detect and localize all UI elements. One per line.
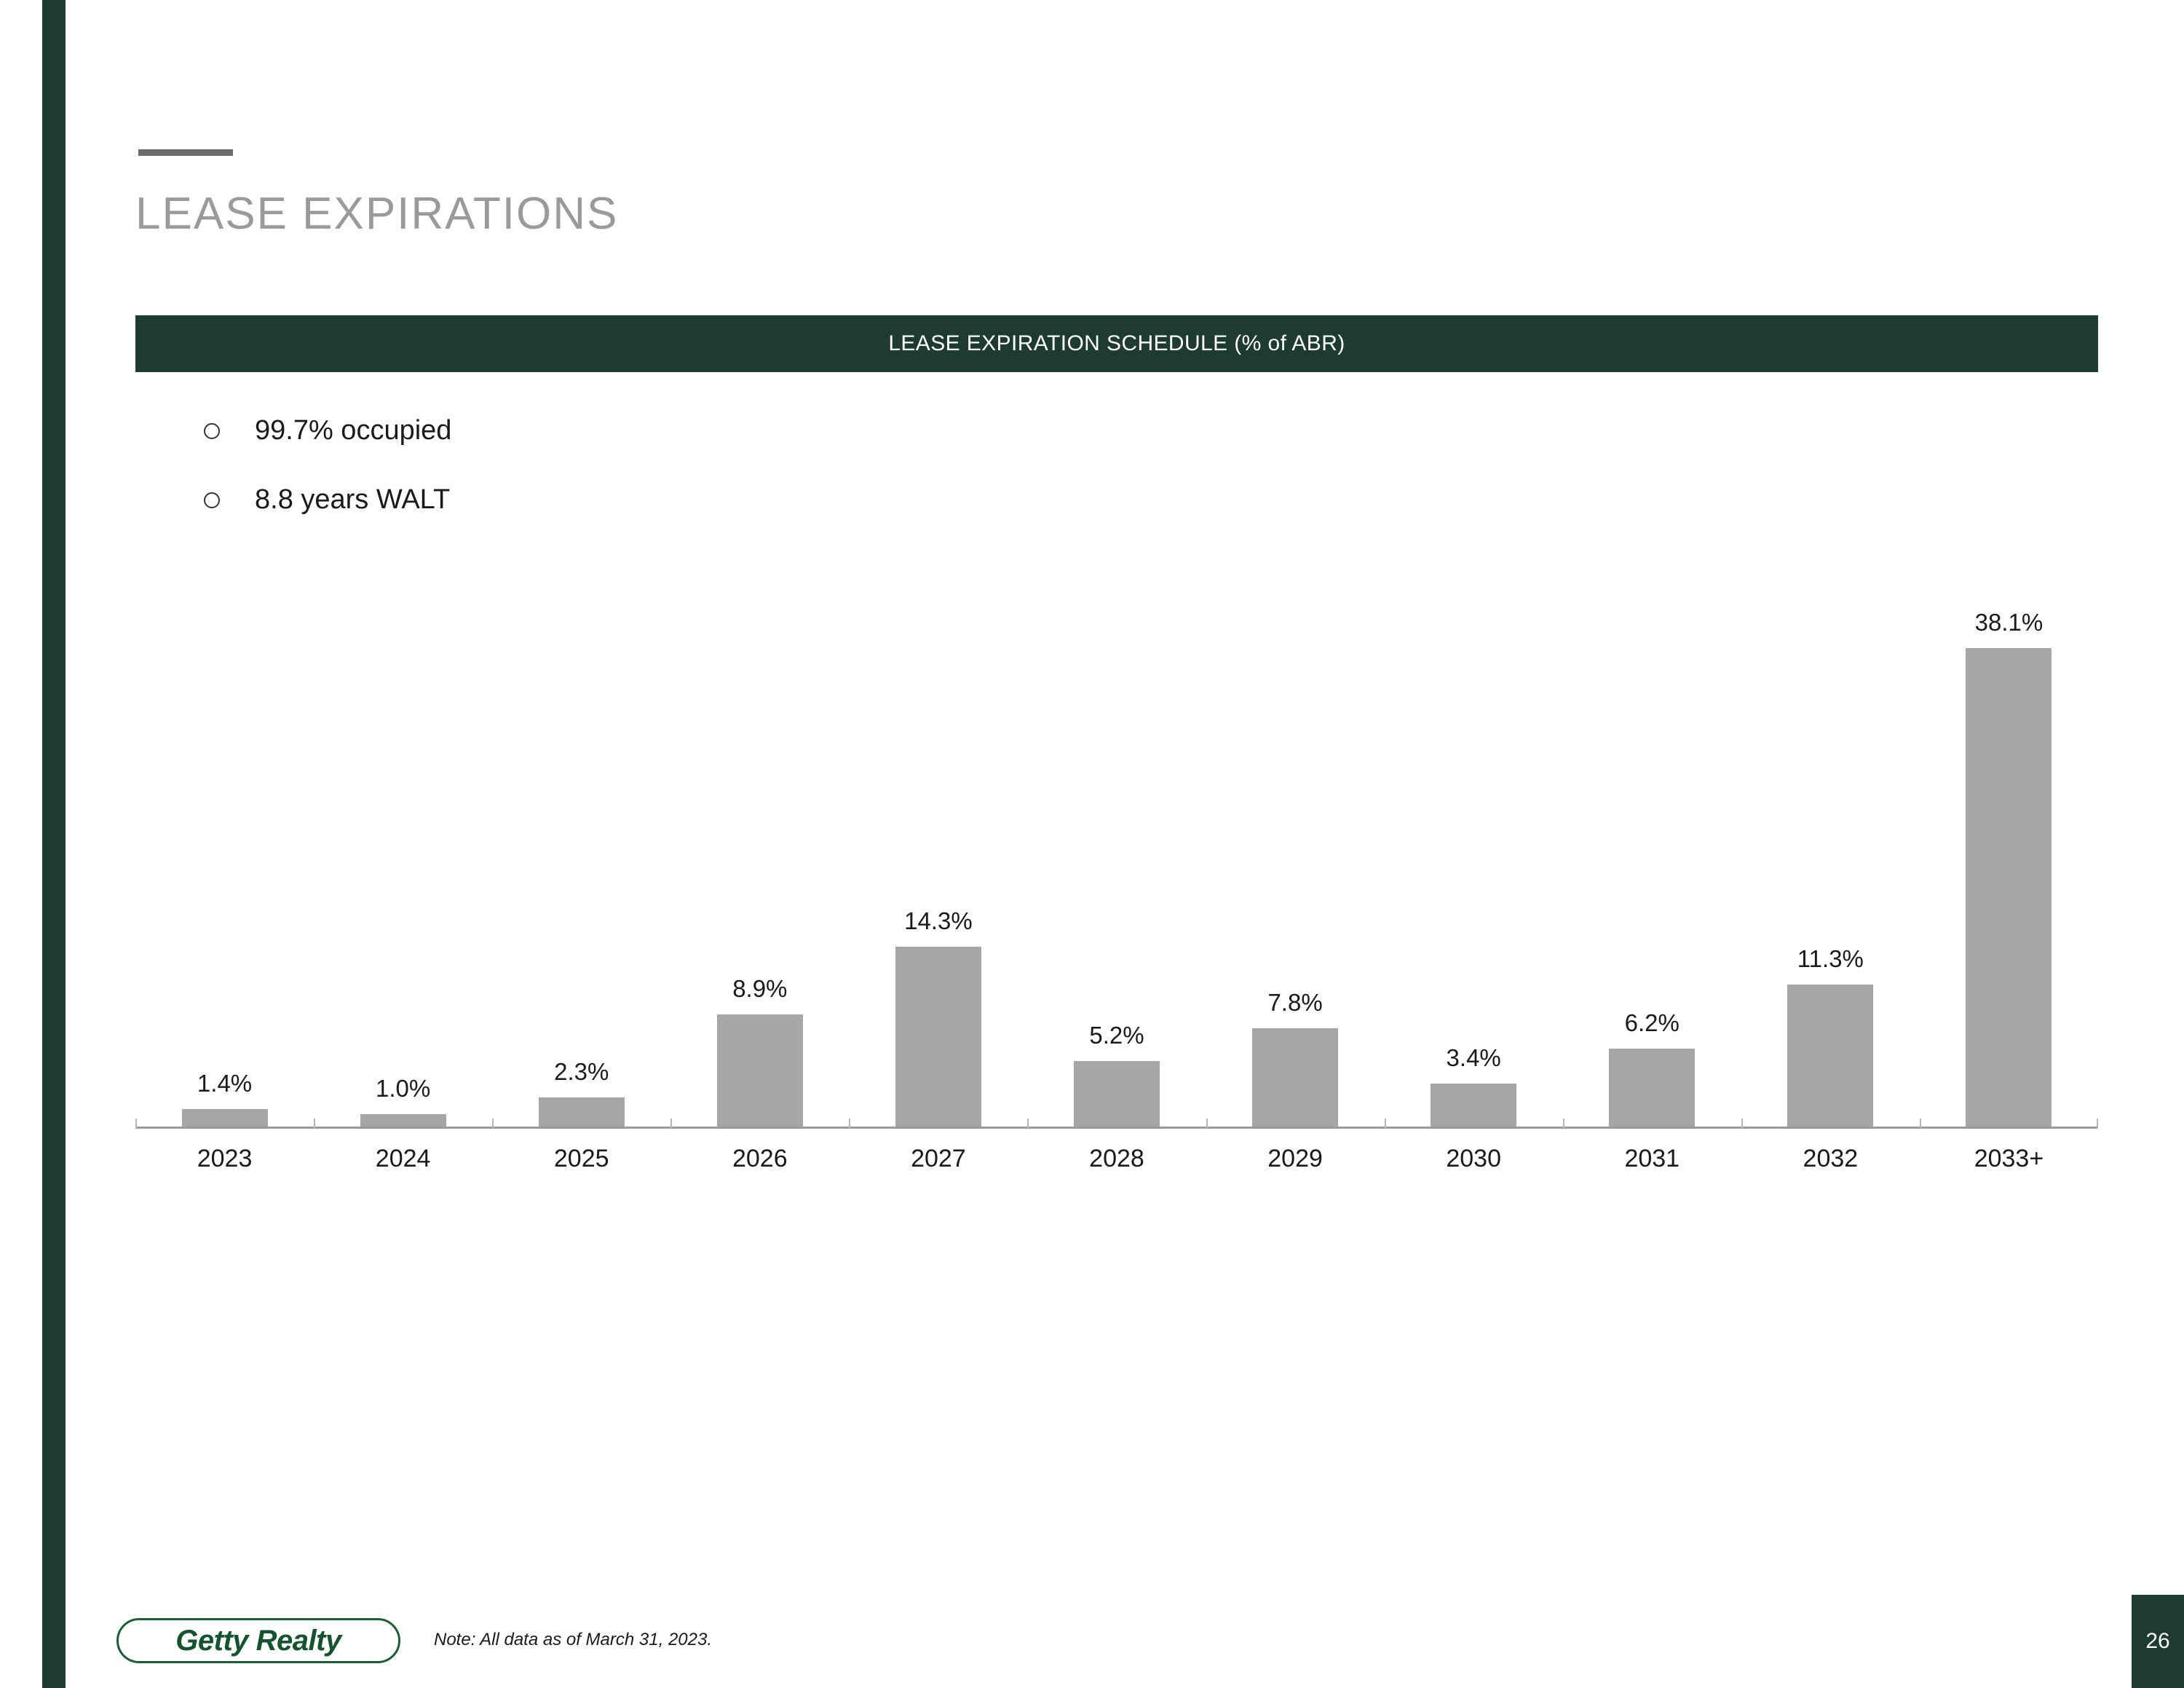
bar-2023 xyxy=(182,1109,268,1127)
bar-2027 xyxy=(895,947,981,1127)
bar-column xyxy=(1563,559,1741,1127)
axis-tick xyxy=(492,1119,494,1129)
x-axis-category-label: 2024 xyxy=(375,1145,431,1172)
bar-value-label: 7.8% xyxy=(1267,989,1323,1017)
bar-value-label: 2.3% xyxy=(554,1058,609,1086)
bar-2032 xyxy=(1787,985,1873,1127)
axis-tick xyxy=(1385,1119,1386,1129)
axis-tick xyxy=(1563,1119,1564,1129)
bar-value-label: 3.4% xyxy=(1446,1044,1501,1072)
x-axis-category-label: 2025 xyxy=(553,1145,609,1172)
page-number: 26 xyxy=(2132,1595,2184,1688)
axis-tick xyxy=(1741,1119,1743,1129)
axis-tick xyxy=(849,1119,850,1129)
x-axis-category-label: 2027 xyxy=(911,1145,966,1172)
bar-column xyxy=(1385,559,1563,1127)
axis-tick xyxy=(135,1119,137,1129)
bar-column xyxy=(1920,559,2098,1127)
x-axis-line xyxy=(135,1127,2098,1129)
bar-2030 xyxy=(1431,1084,1516,1127)
bullet-list xyxy=(204,415,1077,553)
bullet-label: 99.7% occupied xyxy=(255,415,452,446)
bar-2031 xyxy=(1609,1049,1695,1127)
x-axis-category-label: 2029 xyxy=(1267,1145,1323,1172)
bar-column xyxy=(1206,559,1385,1127)
chart-plot-area xyxy=(135,553,2098,1129)
x-axis-category-label: 2026 xyxy=(732,1145,788,1172)
footnote: Note: All data as of March 31, 2023. xyxy=(434,1630,712,1649)
axis-tick xyxy=(314,1119,315,1129)
circle-bullet-icon xyxy=(204,492,220,508)
chart-banner-title: LEASE EXPIRATION SCHEDULE (% of ABR) xyxy=(135,315,2098,372)
x-axis-category-label: 2023 xyxy=(197,1145,253,1172)
bar-value-label: 6.2% xyxy=(1624,1009,1679,1037)
axis-tick xyxy=(2097,1119,2098,1129)
bar-column xyxy=(670,559,849,1127)
bar-value-label: 8.9% xyxy=(732,975,788,1003)
bar-2026 xyxy=(717,1014,803,1127)
page-title: LEASE EXPIRATIONS xyxy=(135,189,619,239)
bar-2029 xyxy=(1252,1028,1338,1127)
bar-column xyxy=(1741,559,1920,1127)
x-axis-category-label: 2031 xyxy=(1624,1145,1680,1172)
bar-2024 xyxy=(360,1114,446,1127)
bar-column xyxy=(135,559,314,1127)
company-logo: Getty Realty xyxy=(116,1618,400,1663)
title-accent-dash xyxy=(138,149,233,156)
axis-tick xyxy=(670,1119,672,1129)
list-item xyxy=(204,484,1077,516)
bar-value-label: 1.4% xyxy=(197,1069,253,1097)
circle-bullet-icon xyxy=(204,423,220,439)
x-axis-category-label: 2028 xyxy=(1089,1145,1144,1172)
bar-value-label: 38.1% xyxy=(1974,608,2043,636)
x-axis-category-label: 2032 xyxy=(1803,1145,1859,1172)
bar-2025 xyxy=(539,1097,625,1127)
axis-tick xyxy=(1920,1119,1921,1129)
bar-2028 xyxy=(1074,1061,1160,1127)
bar-column xyxy=(492,559,670,1127)
bar-column xyxy=(1027,559,1206,1127)
bar-value-label: 14.3% xyxy=(904,907,973,935)
bar-value-label: 5.2% xyxy=(1089,1022,1144,1049)
bar-value-label: 11.3% xyxy=(1797,945,1864,973)
x-axis-category-label: 2033+ xyxy=(1974,1145,2044,1172)
left-accent-bar xyxy=(42,0,66,1688)
axis-tick xyxy=(1027,1119,1029,1129)
bar-2033+ xyxy=(1966,648,2052,1127)
axis-tick xyxy=(1206,1119,1208,1129)
list-item xyxy=(204,415,1077,446)
lease-expiration-bar-chart xyxy=(135,553,2098,1172)
bullet-label: 8.8 years WALT xyxy=(255,484,451,515)
bar-column xyxy=(314,559,492,1127)
bar-value-label: 1.0% xyxy=(376,1074,431,1102)
x-axis-category-label: 2030 xyxy=(1446,1145,1501,1172)
bar-column xyxy=(849,559,1027,1127)
